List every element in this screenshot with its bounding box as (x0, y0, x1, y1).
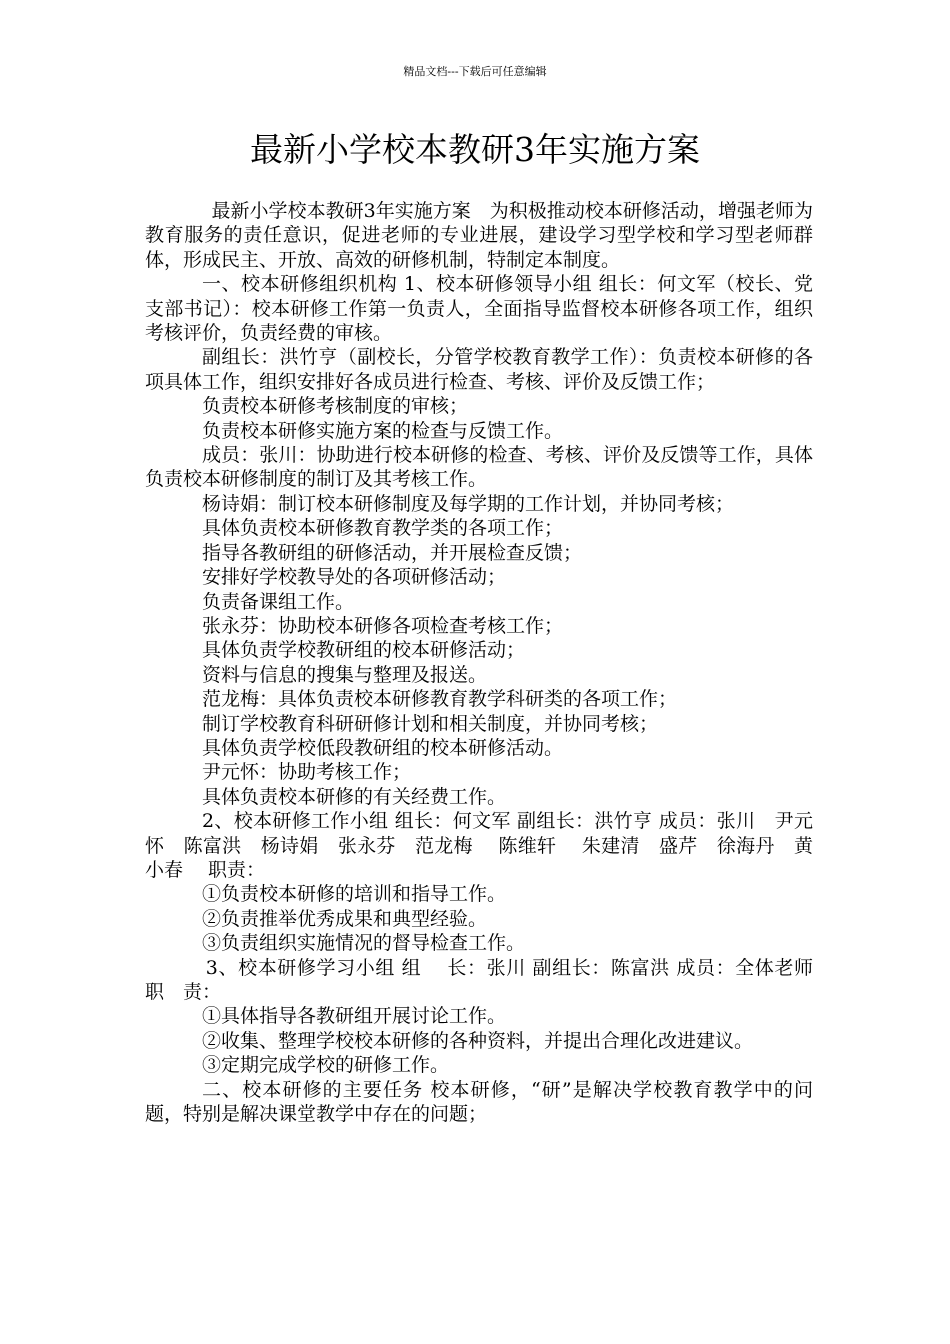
paragraph: 负责备课组工作。 (202, 590, 355, 613)
paragraph: ③定期完成学校的研修工作。 (202, 1054, 450, 1077)
paragraph: ②收集、整理学校校本研修的各种资料，并提出合理化改进建议。 (202, 1029, 754, 1052)
document-title: 最新小学校本教研3年实施方案 (250, 130, 700, 169)
header-note: 精品文档---下载后可任意编辑 (403, 65, 547, 78)
paragraph: ②负责推举优秀成果和典型经验。 (202, 907, 488, 930)
paragraph: 具体负责学校教研组的校本研修活动； (202, 639, 526, 662)
document-body (145, 199, 858, 1126)
paragraph: 负责校本研修考核制度的审核； (202, 395, 469, 418)
paragraph: ①负责校本研修的培训和指导工作。 (202, 883, 507, 906)
paragraph: ①具体指导各教研组开展讨论工作。 (202, 1005, 507, 1028)
paragraph: 杨诗娟：制订校本研修制度及每学期的工作计划，并协同考核； (202, 492, 735, 515)
paragraph: ③负责组织实施情况的督导检查工作。 (202, 932, 526, 955)
paragraph: 3、校本研修学习小组 组 长：张川 副组长：陈富洪 成员：全体老师 职 责： (145, 956, 858, 1003)
paragraph: 安排好学校教导处的各项研修活动； (202, 566, 507, 589)
paragraph: 副组长：洪竹亨（副校长，分管学校教育教学工作）：负责校本研修的各项具体工作，组织安排好各成员进行检查、考核、评价及反馈工作； (145, 346, 813, 393)
paragraph: 成员：张川：协助进行校本研修的检查、考核、评价及反馈等工作，具体负责校本研修制度的制订及其考核工作。 (145, 444, 813, 491)
paragraph: 指导各教研组的研修活动，并开展检查反馈； (202, 541, 583, 564)
paragraph: 最新小学校本教研3年实施方案 为积极推动校本研修活动，增强老师为教育服务的责任意识，促进老师的专业进展，建设学习型学校和学习型老师群体，形成民主、开放、高效的研修机制，特制定本制度。 (145, 200, 813, 271)
paragraph: 负责校本研修实施方案的检查与反馈工作。 (202, 419, 564, 442)
paragraph: 二、校本研修的主要任务 校本研修，“研”是解决学校教育教学中的问题，特别是解决课堂教学中存在的问题； (145, 1078, 813, 1126)
paragraph: 张永芬：协助校本研修各项检查考核工作； (202, 614, 564, 637)
paragraph: 尹元怀：协助考核工作； (202, 761, 412, 784)
paragraph: 制订学校教育科研研修计划和相关制度，并协同考核； (202, 712, 659, 735)
paragraph: 资料与信息的搜集与整理及报送。 (202, 663, 488, 686)
paragraph: 具体负责校本研修的有关经费工作。 (202, 785, 507, 808)
paragraph: 2、校本研修工作小组 组长：何文军 副组长：洪竹亨 成员：张川 尹元怀 陈富洪 杨诗娟 张永芬 范龙梅 陈维轩 朱建清 盛芹 徐海丹 黄小春 职责： (145, 810, 813, 881)
paragraph: 具体负责校本研修教育教学类的各项工作； (202, 517, 564, 540)
paragraph: 一、校本研修组织机构 1、校本研修领导小组 组长：何文军（校长、党支部书记）：校本研修工作第一负责人，全面指导监督校本研修各项工作，组织考核评价，负责经费的审核。 (145, 273, 813, 345)
paragraph: 具体负责学校低段教研组的校本研修活动。 (202, 736, 564, 759)
paragraph: 范龙梅：具体负责校本研修教育教学科研类的各项工作； (202, 688, 678, 711)
